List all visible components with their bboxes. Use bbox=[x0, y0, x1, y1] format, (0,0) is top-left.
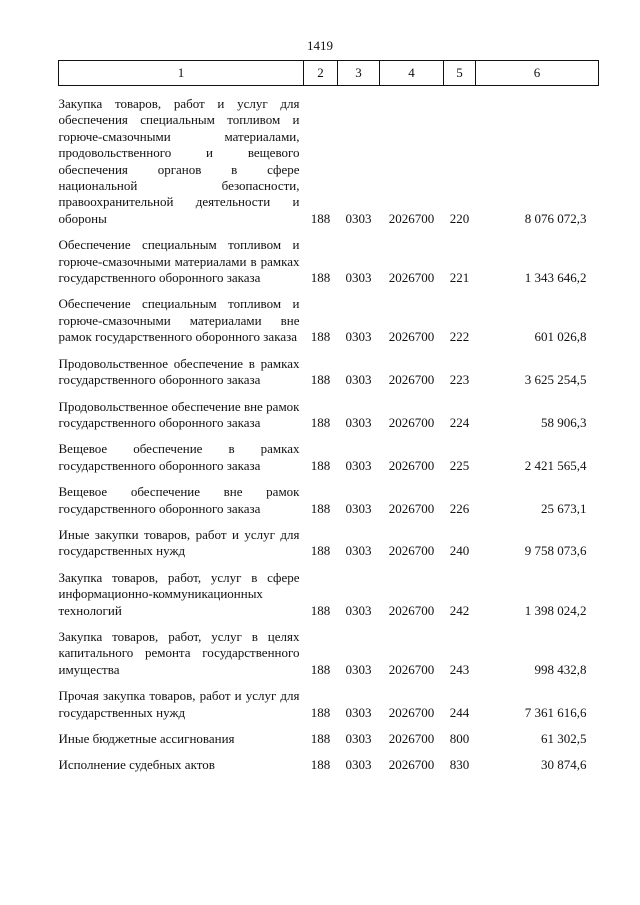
section-code-cell: 0303 bbox=[345, 329, 372, 345]
amount-cell: 7 361 616,6 bbox=[524, 704, 587, 720]
ministry-code-cell: 188 bbox=[310, 543, 331, 559]
row-spacer-cell bbox=[59, 346, 599, 356]
row-spacer-cell bbox=[59, 721, 599, 731]
amount-cell: 998 432,8 bbox=[534, 661, 587, 677]
section-code-cell: 0303 bbox=[345, 210, 372, 226]
column-header-3: 3 bbox=[338, 61, 380, 86]
section-code-cell: 0303 bbox=[345, 661, 372, 677]
amount-cell: 1 398 024,2 bbox=[524, 602, 587, 618]
amount-cell: 8 076 072,3 bbox=[524, 210, 587, 226]
expense-type-cell: 242 bbox=[449, 602, 470, 618]
target-code-cell: 2026700 bbox=[388, 329, 435, 345]
row-spacer-cell bbox=[59, 389, 599, 399]
description-text: Исполнение судебных актов bbox=[58, 757, 215, 773]
description-text: Иные бюджетные ассигнования bbox=[58, 731, 235, 746]
description-text: Прочая закупка товаров, работ и услуг для государственных нужд bbox=[58, 688, 300, 720]
description-cell bbox=[59, 399, 304, 432]
expense-type-cell: 243 bbox=[449, 661, 470, 677]
expense-type-cell: 240 bbox=[449, 543, 470, 559]
target-code-cell: 2026700 bbox=[388, 457, 435, 473]
target-code-cell: 2026700 bbox=[388, 500, 435, 516]
description-text: Продовольственное обеспечение в рамках государственного оборонного заказа bbox=[58, 355, 300, 388]
section-code-cell: 0303 bbox=[345, 500, 372, 516]
row-spacer-cell bbox=[59, 560, 599, 570]
amount-cell: 3 625 254,5 bbox=[524, 372, 587, 388]
expense-type-cell: 224 bbox=[449, 414, 470, 430]
description-cell bbox=[59, 441, 304, 474]
table-row bbox=[59, 688, 599, 721]
section-code-cell: 0303 bbox=[345, 543, 372, 559]
table-row bbox=[59, 237, 599, 286]
description-text: Продовольственное обеспечение вне рамок государственного оборонного заказа bbox=[58, 398, 300, 430]
description-cell bbox=[59, 570, 304, 619]
amount-cell: 61 302,5 bbox=[541, 731, 587, 746]
amount-cell: 25 673,1 bbox=[541, 500, 587, 516]
column-header-1: 1 bbox=[59, 61, 304, 86]
ministry-code-cell: 188 bbox=[310, 661, 331, 677]
table-row bbox=[59, 356, 599, 389]
expense-type-cell: 244 bbox=[449, 704, 470, 720]
description-cell bbox=[59, 237, 304, 286]
section-code-cell: 0303 bbox=[345, 372, 372, 388]
ministry-code-cell: 188 bbox=[310, 500, 331, 516]
table-row bbox=[59, 527, 599, 560]
section-code-cell: 0303 bbox=[345, 704, 372, 720]
description-cell bbox=[59, 629, 304, 678]
expense-type-cell: 221 bbox=[449, 270, 470, 286]
row-spacer bbox=[59, 678, 599, 688]
ministry-code-cell: 188 bbox=[310, 757, 331, 773]
ministry-code-cell: 188 bbox=[310, 457, 331, 473]
table-row bbox=[59, 757, 599, 773]
description-text: Вещевое обеспечение в рамках государственного оборонного заказа bbox=[58, 441, 300, 473]
expense-type-cell: 800 bbox=[449, 731, 470, 746]
ministry-code-cell: 188 bbox=[310, 414, 331, 430]
table-row bbox=[59, 96, 599, 227]
section-code-cell: 0303 bbox=[345, 757, 372, 773]
description-text: Вещевое обеспечение вне рамок государственного оборонного заказа bbox=[58, 484, 300, 516]
target-code-cell: 2026700 bbox=[388, 704, 435, 720]
row-spacer-cell bbox=[59, 517, 599, 527]
description-cell bbox=[59, 96, 304, 227]
row-spacer-cell bbox=[59, 678, 599, 688]
table-row bbox=[59, 441, 599, 474]
table-row bbox=[59, 731, 599, 747]
row-spacer-cell bbox=[59, 474, 599, 484]
row-spacer bbox=[59, 474, 599, 484]
amount-cell: 9 758 073,6 bbox=[524, 543, 587, 559]
row-spacer-cell bbox=[59, 227, 599, 237]
section-code-cell: 0303 bbox=[345, 270, 372, 286]
target-code-cell: 2026700 bbox=[388, 757, 435, 773]
ministry-code-cell: 188 bbox=[310, 372, 331, 388]
row-spacer bbox=[59, 560, 599, 570]
description-cell bbox=[59, 296, 304, 345]
expense-type-cell: 226 bbox=[449, 500, 470, 516]
amount-cell: 2 421 565,4 bbox=[524, 457, 587, 473]
table-header-row bbox=[59, 61, 599, 86]
amount-cell: 30 874,6 bbox=[541, 757, 587, 773]
target-code-cell: 2026700 bbox=[388, 731, 435, 746]
column-header-6: 6 bbox=[476, 61, 599, 86]
row-spacer-cell bbox=[59, 86, 599, 97]
description-text: Закупка товаров, работ, услуг в сфере информационно-коммуникационных технологий bbox=[58, 569, 300, 618]
column-header-5: 5 bbox=[444, 61, 476, 86]
target-code-cell: 2026700 bbox=[388, 661, 435, 677]
table-row bbox=[59, 296, 599, 345]
row-spacer bbox=[59, 227, 599, 237]
row-spacer bbox=[59, 619, 599, 629]
ministry-code-cell: 188 bbox=[310, 731, 331, 746]
description-cell bbox=[59, 484, 304, 517]
ministry-code-cell: 188 bbox=[310, 602, 331, 618]
row-spacer bbox=[59, 431, 599, 441]
section-code-cell: 0303 bbox=[345, 731, 372, 746]
ministry-code-cell: 188 bbox=[310, 329, 331, 345]
column-header-2: 2 bbox=[304, 61, 338, 86]
target-code-cell: 2026700 bbox=[388, 270, 435, 286]
ministry-code-cell: 188 bbox=[310, 210, 331, 226]
row-spacer bbox=[59, 389, 599, 399]
page-number: 1419 bbox=[307, 38, 333, 53]
budget-table bbox=[58, 60, 599, 774]
ministry-code-cell: 188 bbox=[310, 704, 331, 720]
column-header-4: 4 bbox=[380, 61, 444, 86]
description-cell bbox=[59, 731, 304, 747]
target-code-cell: 2026700 bbox=[388, 543, 435, 559]
description-cell bbox=[59, 757, 304, 773]
expense-type-cell: 223 bbox=[449, 372, 470, 388]
ministry-code-cell: 188 bbox=[310, 270, 331, 286]
row-spacer-cell bbox=[59, 747, 599, 757]
description-cell bbox=[59, 356, 304, 389]
expense-type-cell: 830 bbox=[449, 757, 470, 773]
description-text: Иные закупки товаров, работ и услуг для государственных нужд bbox=[58, 526, 300, 559]
description-text: Обеспечение специальным топливом и горюче-смазочными материалами вне рамок государственного оборонного заказа bbox=[58, 296, 300, 345]
amount-cell: 58 906,3 bbox=[541, 414, 587, 430]
amount-cell: 601 026,8 bbox=[534, 329, 587, 345]
row-spacer-cell bbox=[59, 431, 599, 441]
target-code-cell: 2026700 bbox=[388, 372, 435, 388]
row-spacer bbox=[59, 346, 599, 356]
description-text: Закупка товаров, работ, услуг в целях капитального ремонта государственного имущества bbox=[58, 628, 300, 677]
section-code-cell: 0303 bbox=[345, 414, 372, 430]
target-code-cell: 2026700 bbox=[388, 210, 435, 226]
expense-type-cell: 222 bbox=[449, 329, 470, 345]
description-text: Обеспечение специальным топливом и горюче-смазочными материалами в рамках государственного оборонного заказа bbox=[58, 237, 300, 286]
amount-cell: 1 343 646,2 bbox=[524, 270, 587, 286]
target-code-cell: 2026700 bbox=[388, 414, 435, 430]
description-text: Закупка товаров, работ и услуг для обеспечения специальным топливом и горюче-смазочными материалами, продовольственного и вещевого обеспечения органов в сфере национальной безопасности, правоохранительной деятельности и обороны bbox=[58, 96, 300, 226]
table-body bbox=[59, 86, 599, 774]
row-spacer bbox=[59, 286, 599, 296]
row-spacer-cell bbox=[59, 619, 599, 629]
row-spacer bbox=[59, 747, 599, 757]
row-spacer bbox=[59, 86, 599, 97]
row-spacer bbox=[59, 721, 599, 731]
expense-type-cell: 220 bbox=[449, 210, 470, 226]
table-row bbox=[59, 484, 599, 517]
description-cell bbox=[59, 688, 304, 721]
table-row bbox=[59, 570, 599, 619]
table-row bbox=[59, 399, 599, 432]
table-row bbox=[59, 629, 599, 678]
section-code-cell: 0303 bbox=[345, 457, 372, 473]
description-cell bbox=[59, 527, 304, 560]
row-spacer-cell bbox=[59, 286, 599, 296]
section-code-cell: 0303 bbox=[345, 602, 372, 618]
target-code-cell: 2026700 bbox=[388, 602, 435, 618]
row-spacer bbox=[59, 517, 599, 527]
expense-type-cell: 225 bbox=[449, 457, 470, 473]
